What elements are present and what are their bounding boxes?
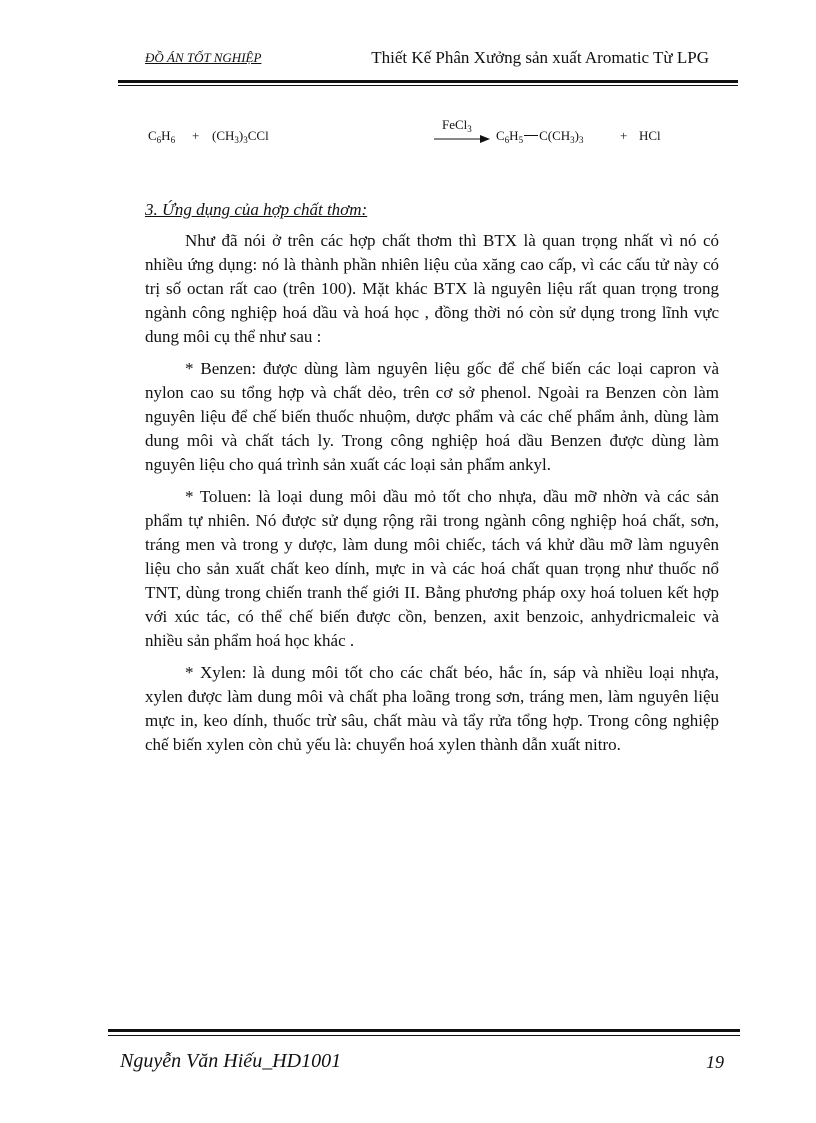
reactant-tert-butyl-chloride: $(CH_3)_3CCl$ (212, 128, 269, 145)
paragraph-toluene: * Toluen: là loại dung môi dầu mỏ tốt cho nhựa, dầu mỡ nhờn và các sản phẩm tự nhiên. Nó được sử dụng rộng rãi trong ngành công nghiệp hoá chất, sơn, tráng men và trong y dược, làm dung môi chiếc, tách vá khử dầu mỡ làm nguyên liệu cho sản xuất chất keo dính, mực in và các hoá chất quan trọng như thuốc nổ TNT, dùng trong chiến tranh thế giới II. Bằng phương pháp oxy hoá toluen kết hợp với xúc tác, có thể chế biến được cồn, benzen, axit benzoic, anhydricmaleic và nhiều sản phẩm hoá học khác . (145, 487, 719, 650)
product-tert-butylbenzene: $C_6H_5$ $C(CH_3)_3$ (496, 128, 584, 145)
page-number: 19 (706, 1052, 724, 1072)
section-title: 3. Ứng dụng của hợp chất thơm: (145, 200, 368, 219)
reaction-arrow-icon (434, 134, 490, 144)
reaction-equation (148, 117, 708, 153)
footer-rule-thin (108, 1035, 740, 1036)
plus-sign: + (192, 128, 200, 143)
catalyst-label: FeCl$_3$ (442, 117, 472, 134)
footer-author: Nguyễn Văn Hiếu_HD1001 (120, 1050, 342, 1072)
header-rule-thin (118, 85, 738, 86)
header-project-title: Thiết Kế Phân Xưởng sản xuất Aromatic Từ LPG (371, 48, 709, 67)
header-rule-thick (118, 80, 738, 83)
page-header (145, 48, 735, 70)
body-text (145, 229, 719, 765)
paragraph-benzene: * Benzen: được dùng làm nguyên liệu gốc để chế biến các loại capron và nylon cao su tổng hợp và chất dẻo, trên cơ sở phenol. Ngoài ra Benzen còn làm nguyên liệu để chế biến thuốc nhuộm, dược phẩm và các chế phẩm ảnh, dùng làm dung môi và chất tách ly. Trong công nghiệp hoá dầu Benzen được dùng làm nguyên liệu cho quá trình sản xuất các loại sản phẩm ankyl. (145, 359, 719, 474)
product-hcl: HCl (639, 128, 661, 143)
reactant-benzene: $C_6H_6$ (148, 128, 176, 145)
plus-sign: + (620, 128, 628, 143)
paragraph-xylene: * Xylen: là dung môi tốt cho các chất béo, hắc ín, sáp và nhiều loại nhựa, xylen được làm dung môi và chất pha loãng trong sơn, tráng men, làm nguyên liệu mực in, keo dính, thuốc trừ sâu, chất màu và tẩy rửa tổng hợp. Trong công nghiệp chế biến xylen còn chủ yếu là: chuyển hoá xylen thành dẫn xuất nitro. (145, 663, 719, 754)
header-thesis-label: ĐỒ ÁN TỐT NGHIỆP (145, 50, 262, 65)
paragraph-intro: Như đã nói ở trên các hợp chất thơm thì BTX là quan trọng nhất vì nó có nhiều ứng dụng: nó là thành phần nhiên liệu của xăng cao cấp, vì các cấu tử này có trị số octan rất cao (trên 100). Mặt khác BTX là nguyên liệu rất quan trọng trong ngành công nghiệp hoá dầu và hoá học , đồng thời nó còn sử dụng trong lĩnh vực dung môi cụ thể như sau : (145, 231, 719, 346)
footer-rule-thick (108, 1029, 740, 1032)
bond-line (524, 135, 538, 136)
